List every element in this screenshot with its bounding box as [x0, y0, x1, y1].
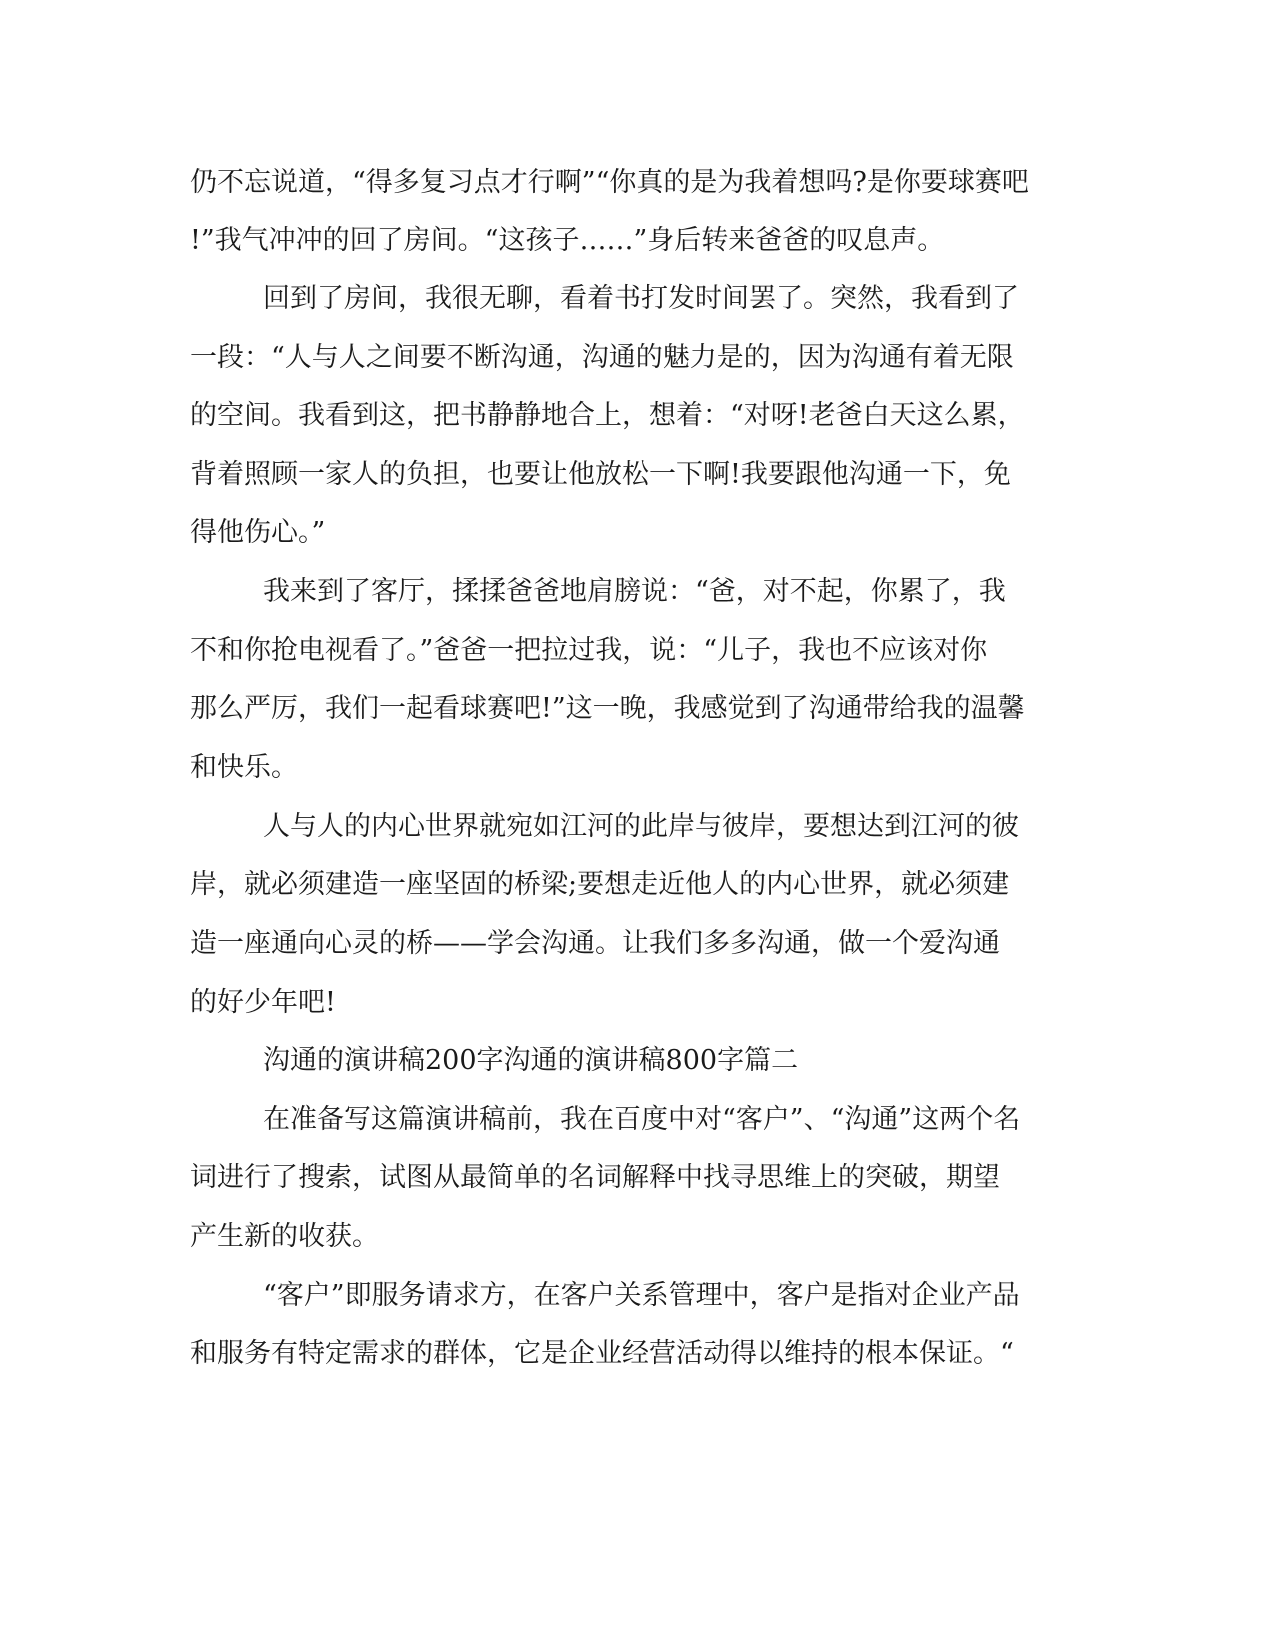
text-line: 和快乐。: [190, 752, 298, 783]
text-line: 那么严厉，我们一起看球赛吧!”这一晚，我感觉到了沟通带给我的温馨: [190, 693, 1025, 724]
text-line: 的好少年吧!: [190, 987, 336, 1018]
text-line: 仍不忘说道，“得多复习点才行啊”“你真的是为我着想吗?是你要球赛吧: [190, 167, 1029, 198]
text-line: 的空间。我看到这，把书静静地合上，想着：“对呀!老爸白天这么累，: [190, 400, 1025, 431]
text-line: !”我气冲冲的回了房间。“这孩子……”身后转来爸爸的叹息声。: [190, 225, 945, 256]
text-line: 背着照顾一家人的负担，也要让他放松一下啊!我要跟他沟通一下，免: [190, 459, 1011, 490]
text-line: 和服务有特定需求的群体，它是企业经营活动得以维持的根本保证。“: [190, 1338, 1014, 1369]
paragraph-start-line: 我来到了客厅，揉揉爸爸地肩膀说：“爸，对不起，你累了，我: [263, 576, 1006, 607]
text-line: 岸，就必须建造一座坚固的桥梁;要想走近他人的内心世界，就必须建: [190, 869, 1010, 900]
paragraph-start-line: “客户”即服务请求方，在客户关系管理中，客户是指对企业产品: [263, 1280, 1020, 1311]
text-line: 产生新的收获。: [190, 1221, 379, 1252]
text-line: 得他伤心。”: [190, 517, 326, 548]
paragraph-start-line: 在准备写这篇演讲稿前，我在百度中对“客户”、“沟通”这两个名: [263, 1104, 1021, 1135]
text-line: 一段：“人与人之间要不断沟通，沟通的魅力是的，因为沟通有着无限: [190, 342, 1014, 373]
text-line: 词进行了搜索，试图从最简单的名词解释中找寻思维上的突破，期望: [190, 1162, 1000, 1193]
paragraph-start-line: 人与人的内心世界就宛如江河的此岸与彼岸，要想达到江河的彼: [263, 811, 1019, 842]
text-line: 不和你抢电视看了。”爸爸一把拉过我，说：“儿子，我也不应该对你: [190, 635, 988, 666]
text-line: 造一座通向心灵的桥——学会沟通。让我们多多沟通，做一个爱沟通: [190, 928, 1000, 959]
paragraph-start-line: 回到了房间，我很无聊，看着书打发时间罢了。突然，我看到了: [263, 283, 1019, 314]
section-heading: 沟通的演讲稿200字沟通的演讲稿800字篇二: [263, 1045, 799, 1076]
